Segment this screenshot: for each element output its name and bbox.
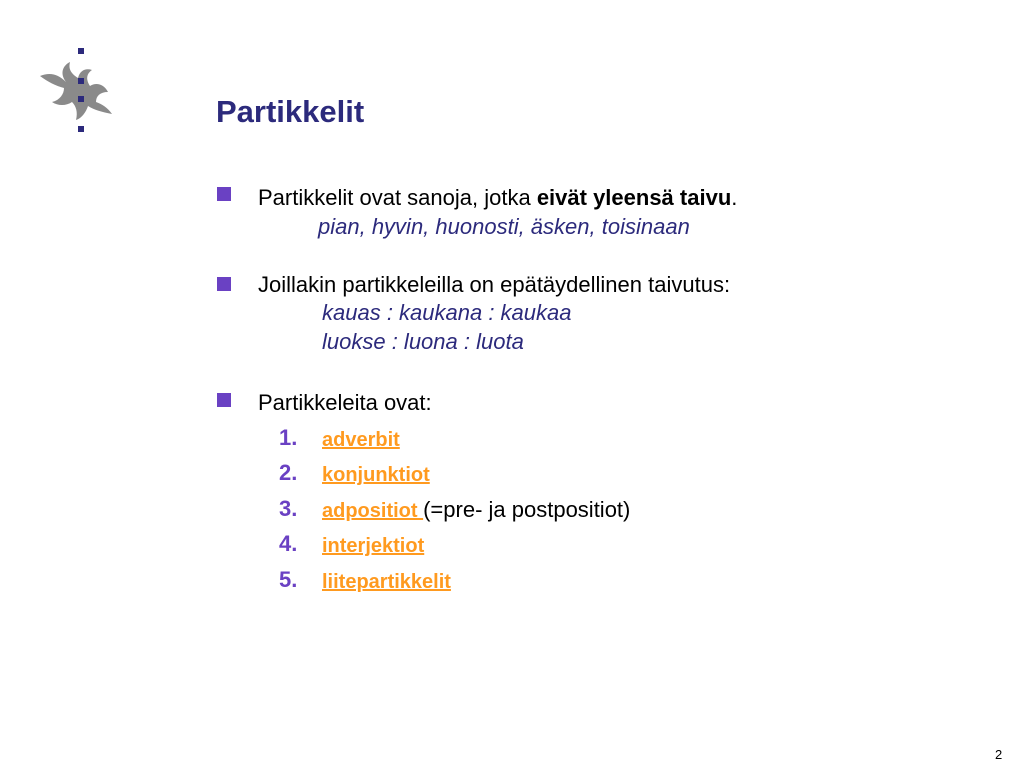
bullet-marker	[217, 393, 231, 407]
list-number-5: 5.	[279, 567, 298, 592]
adverbit-link[interactable]: adverbit	[322, 429, 400, 451]
bullet-1-example: pian, hyvin, huonosti, äsken, toisinaan	[318, 214, 690, 239]
university-logo-icon	[36, 48, 126, 138]
list-item-2	[322, 461, 430, 487]
list-number-4: 4.	[279, 531, 298, 556]
bullet-1-text-before: Partikkelit ovat sanoja, jotka	[258, 185, 537, 210]
bullet-2-example-1: kauas : kaukana : kaukaa	[322, 300, 572, 325]
list-number-1: 1.	[279, 425, 298, 450]
liitepartikkelit-link[interactable]: liitepartikkelit	[322, 571, 451, 593]
list-number-2: 2.	[279, 460, 298, 485]
adpositiot-note: (=pre- ja postpositiot)	[423, 497, 631, 522]
list-number-3: 3.	[279, 496, 298, 521]
list-item-3	[322, 497, 630, 523]
list-item-1	[322, 426, 400, 452]
bullet-1-text	[258, 185, 737, 211]
konjunktiot-link[interactable]: konjunktiot	[322, 464, 430, 486]
bullet-marker	[217, 187, 231, 201]
bullet-2-text: Joillakin partikkeleilla on epätäydellinen taivutus:	[258, 272, 731, 297]
list-item-5	[322, 568, 451, 594]
bullet-marker	[217, 277, 231, 291]
list-item-4	[322, 532, 424, 558]
slide-title: Partikkelit	[216, 94, 365, 129]
bullet-1-text-bold: eivät yleensä taivu	[536, 185, 732, 210]
bullet-3-text: Partikkeleita ovat:	[258, 390, 432, 415]
bullet-1-text-after: .	[731, 185, 738, 210]
page-number: 2	[995, 747, 1003, 762]
interjektiot-link[interactable]: interjektiot	[322, 535, 425, 557]
adpositiot-link[interactable]: adpositiot	[322, 500, 424, 522]
bullet-2-example-2: luokse : luona : luota	[322, 329, 524, 354]
